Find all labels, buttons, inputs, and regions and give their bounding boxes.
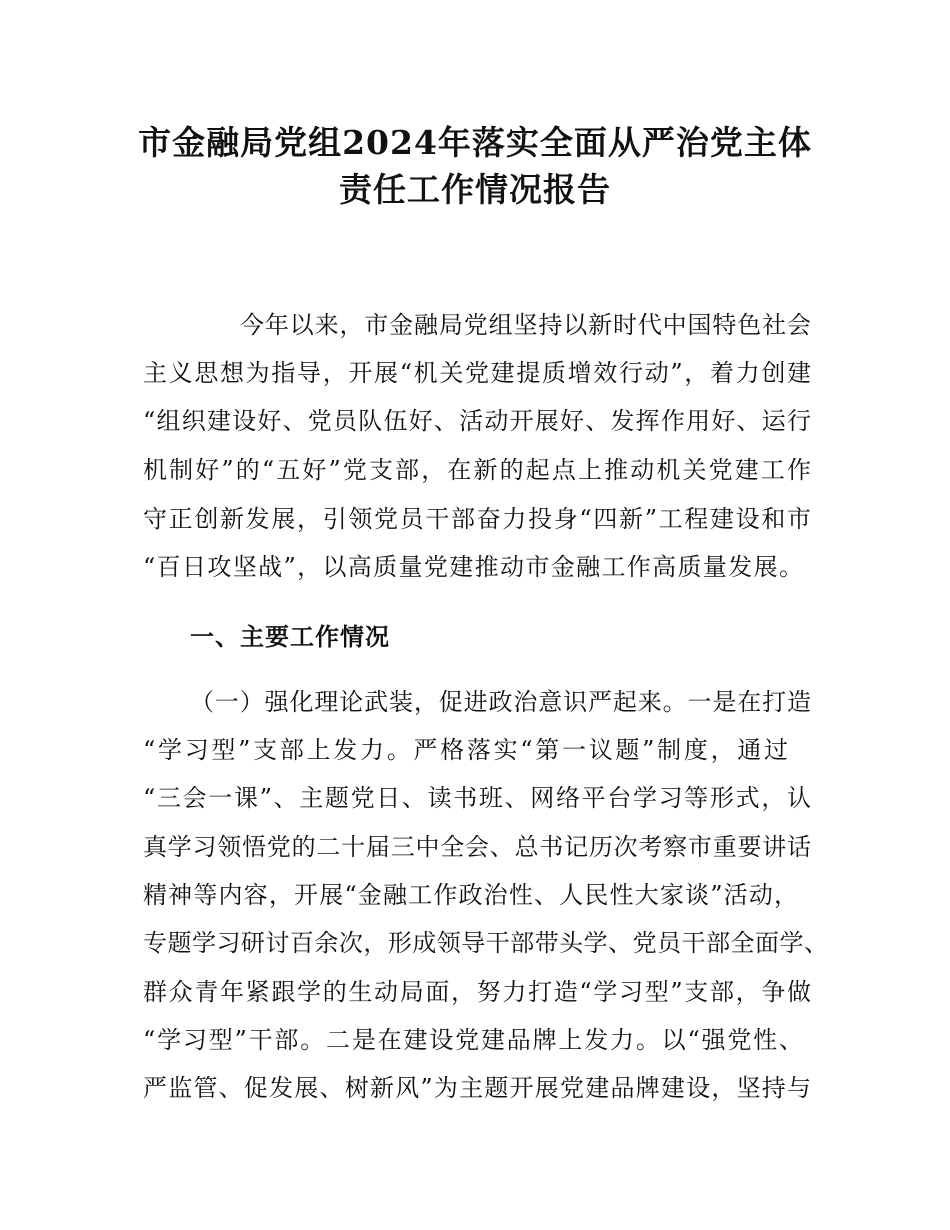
section-line: 专题学习研讨百余次，形成领导干部带头学、党员干部全面学、 (143, 929, 828, 957)
intro-line: 守正创新发展，引领党员干部奋力投身“四新”工程建设和市 (143, 505, 811, 533)
intro-line: 今年以来，市金融局党组坚持以新时代中国特色社会 (240, 311, 811, 339)
section-line: 群众青年紧跟学的生动局面，努力打造“学习型”支部，争做 (143, 978, 811, 1006)
intro-line: “百日攻坚战”，以高质量党建推动市金融工作高质量发展。 (143, 553, 803, 581)
section-line: 严监管、促发展、树新风”为主题开展党建品牌建设，坚持与 (143, 1074, 811, 1102)
document-title-line-1: 市金融局党组2024年落实全面从严治党主体 (138, 123, 812, 162)
intro-line: 机制好”的“五好”党支部，在新的起点上推动机关党建工作 (143, 456, 811, 484)
document-title-line-2: 责任工作情况报告 (339, 170, 611, 209)
section-line: 真学习领悟党的二十届三中全会、总书记历次考察市重要讲话 (143, 833, 811, 861)
section-line: “学习型”干部。二是在建设党建品牌上发力。以“强党性、 (143, 1026, 803, 1054)
section-line: （一）强化理论武装，促进政治意识严起来。一是在打造 (190, 688, 811, 716)
section-line: “学习型”支部上发力。严格落实“第一议题”制度，通过 (143, 736, 788, 764)
section-heading: 一、主要工作情况 (190, 622, 390, 651)
section-line: 精神等内容，开展“金融工作政治性、人民性大家谈”活动， (143, 881, 798, 909)
intro-line: 主义思想为指导，开展“机关党建提质增效行动”，着力创建 (143, 359, 811, 387)
section-line: “三会一课”、主题党日、读书班、网络平台学习等形式，认 (143, 784, 811, 812)
intro-line: “组织建设好、党员队伍好、活动开展好、发挥作用好、运行 (143, 407, 811, 435)
